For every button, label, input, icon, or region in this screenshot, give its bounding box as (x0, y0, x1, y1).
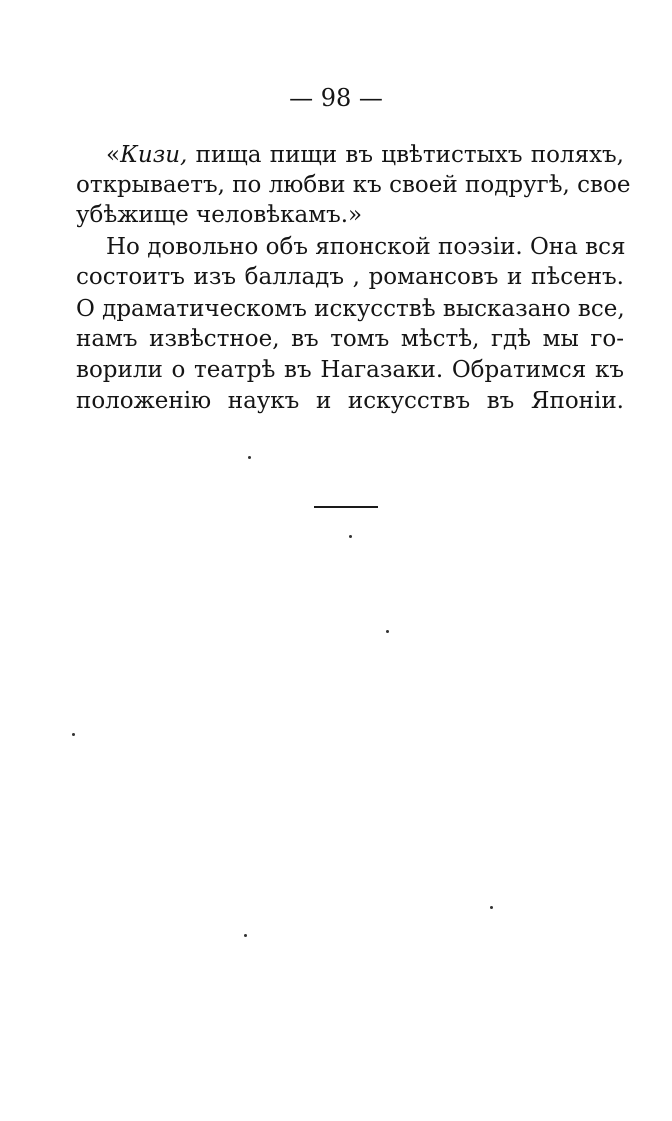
opening-quote: « (106, 142, 121, 168)
text-line-1 (76, 140, 624, 170)
text-line-1-rest: пища пищи въ цвѣтистыхъ поляхъ, (187, 142, 624, 168)
page-number: — 98 — (289, 84, 383, 112)
text-line-3: убѣжище человѣкамъ.» (76, 202, 363, 228)
print-speck (490, 906, 493, 909)
text-line-7: намъ извѣстное, въ томъ мѣстѣ, гдѣ мы го- (76, 326, 624, 352)
text-line-2: открываетъ, по любви къ своей подругѣ, свое (76, 172, 631, 198)
text-line-6: О драматическомъ искусствѣ высказано все, (76, 296, 625, 322)
print-speck (349, 535, 352, 538)
section-end-rule (314, 506, 378, 508)
print-speck (244, 934, 247, 937)
text-line-4: Но довольно объ японской поэзіи. Она вся (106, 234, 626, 260)
text-line-5: состоитъ изъ балладъ , романсовъ и пѣсенъ. (76, 264, 624, 290)
print-speck (386, 630, 389, 633)
text-line-9: положенію наукъ и искусствъ въ Японіи. (76, 388, 624, 414)
text-line-8: ворили о театрѣ въ Нагазаки. Обратимся къ (76, 357, 624, 383)
print-speck (72, 733, 75, 736)
italic-word: Кизи, (120, 142, 188, 168)
print-speck (248, 456, 251, 459)
